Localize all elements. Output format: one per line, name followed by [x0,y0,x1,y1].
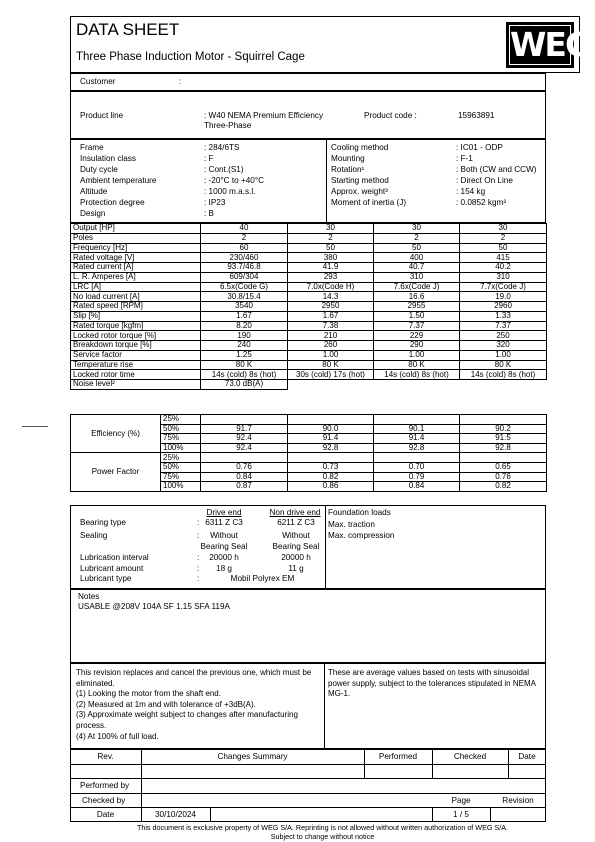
spec-label: Duty cycle [80,165,118,174]
row-label: Breakdown torque [%] [71,341,201,351]
power-factor-row [71,453,547,463]
load-value: 0.79 [374,472,460,482]
row-value: 80 K [288,360,374,370]
spec-value: : B [204,209,215,218]
max-compression-label: Max. compression [328,531,395,540]
load-value: 92.4 [201,443,288,453]
product-code-value: 15963891 [458,111,495,120]
load-value [374,415,460,425]
load-value: 90.1 [374,424,460,434]
row-value: 1.50 [374,311,460,321]
load-level: 50% [161,462,201,472]
footnote-line: (2) Measured at 1m and with tolerance of +3dB(A). [76,699,256,709]
load-value: 0.73 [288,462,374,472]
row-label: Frequency [Hz] [71,243,201,253]
spec-value: : F-1 [456,154,473,163]
row-value: 320 [460,341,547,351]
performance-row [71,350,547,360]
row-value: 290 [374,341,460,351]
row-value: 7.7x(Code J) [460,282,547,292]
spec-label: Cooling method [331,143,389,152]
spec-label: Approx. weight³ [331,187,388,196]
row-value: 80 K [374,360,460,370]
bearing-nde-value: Bearing Seal [272,542,320,551]
performance-row [71,292,547,302]
specs-divider [326,139,327,223]
rev-col-line-7 [490,807,491,822]
load-value: 92.8 [460,443,547,453]
row-value: 50 [288,243,374,253]
row-value: 50 [460,243,547,253]
spec-label: Insulation class [80,154,136,163]
row-value: 310 [374,272,460,282]
spec-label: Altitude [80,187,108,196]
performance-row [71,341,547,351]
row-value: 3540 [201,302,288,312]
row-label: No load current [A] [71,292,201,302]
changes-summary-header: Changes Summary [217,752,288,761]
row-label: L. R. Amperes [A] [71,272,201,282]
performance-row [71,282,547,292]
row-value: 1.25 [201,350,288,360]
rev-col-line-5 [210,807,211,822]
row-value: 41.9 [288,263,374,273]
row-value: 14s (cold) 8s (hot) [374,370,460,380]
performance-row [71,321,547,331]
product-line-value: : W40 NEMA Premium Efficiency [204,111,324,120]
load-value: 91.4 [374,434,460,444]
performed-header: Performed [378,752,418,761]
row-value: 1.33 [460,311,547,321]
row-value: 50 [374,243,460,253]
row-value: 1.00 [374,350,460,360]
bearing-label: Sealing [80,531,108,540]
row-label: Rated torque [kgfm] [71,321,201,331]
load-value [201,415,288,425]
load-value: 0.82 [288,472,374,482]
spec-value: : Cont.(S1) [204,165,244,174]
row-value: 2 [374,233,460,243]
row-value: 30s (cold) 17s (hot) [288,370,374,380]
max-traction-label: Max. traction [328,520,375,529]
bearing-nde-value: Without [282,531,310,540]
efficiency-label: Efficiency (%) [71,415,161,453]
spec-label: Ambient temperature [80,176,157,185]
load-value: 0.86 [288,482,374,492]
bearing-colon: : [197,574,200,583]
spec-value: : IC01 - ODP [456,143,503,152]
bearing-de-value: 6311 Z C3 [205,518,243,527]
load-value: 0.65 [460,462,547,472]
load-value [288,453,374,463]
row-label: Rated voltage [V] [71,253,201,263]
performed-by-label: Performed by [80,781,130,790]
spec-value: : Direct On Line [456,176,513,185]
footer-change-notice: Subject to change without notice [270,832,375,841]
load-value: 92.8 [374,443,460,453]
row-value: 609/304 [201,272,288,282]
load-value: 0.87 [201,482,288,492]
row-value: 14.3 [288,292,374,302]
weg-logo: WEG [506,22,574,68]
spec-value: : IP23 [204,198,226,207]
spec-label: Mounting [331,154,365,163]
product-code-label: Product code : [364,111,417,120]
load-level: 50% [161,424,201,434]
row-value: 80 K [201,360,288,370]
row-value: 30 [460,224,547,234]
row-value: 19.0 [460,292,547,302]
row-value: 14s (cold) 8s (hot) [201,370,288,380]
footnote-line: This revision replaces and cancel the previous one, which must be eliminated. [76,668,312,688]
spec-value: : 1000 m.a.s.l. [204,187,256,196]
row-value: 93.7/46.8 [201,263,288,273]
row-value: 2960 [460,302,547,312]
performance-row [71,224,547,234]
product-line-value-2: Three-Phase [204,121,252,130]
row-label: Output [HP] [71,224,201,234]
date-value: 30/10/2024 [155,810,196,819]
notes-section [70,589,546,663]
performance-row [71,233,547,243]
noise-label: Noise level² [71,380,201,390]
row-value: 7.6x(Code J) [374,282,460,292]
performance-row [71,311,547,321]
row-value: 310 [460,272,547,282]
footnote-line: (3) Approximate weight subject to changes after manufacturing process. [76,710,298,730]
load-level: 100% [161,482,201,492]
bearing-de-value: 20000 h [209,553,239,562]
rev-header: Rev. [97,752,114,761]
noise-value: 73.0 dB(A) [201,380,288,390]
margin-mark [22,426,48,427]
performance-table [70,223,547,390]
load-value: 0.84 [201,472,288,482]
spec-label: Rotation¹ [331,165,365,174]
row-value: 40 [201,224,288,234]
performance-row [71,263,547,273]
footnotes-left-text [76,668,320,742]
load-level: 100% [161,443,201,453]
row-value: 2 [288,233,374,243]
load-value: 0.70 [374,462,460,472]
load-level: 75% [161,472,201,482]
revision-label: Revision [502,796,534,805]
row-value: 30 [374,224,460,234]
load-value: 91.4 [288,434,374,444]
row-value: 40.2 [460,263,547,273]
foundation-loads-title: Foundation loads [328,508,391,517]
row-value: 30.8/15.4 [201,292,288,302]
performance-row [71,302,547,312]
page-value: 1 / 5 [453,810,469,819]
load-level: 25% [161,453,201,463]
page-label: Page [451,796,471,805]
bearing-colon: : [197,553,200,562]
row-label: Rated speed [RPM] [71,302,201,312]
bearing-de-value: Bearing Seal [200,542,248,551]
load-value [201,453,288,463]
row-label: Service factor [71,350,201,360]
customer-label: Customer [80,77,116,86]
performance-row [71,370,547,380]
performance-row [71,243,547,253]
row-value: 190 [201,331,288,341]
row-value: 240 [201,341,288,351]
row-value: 14s (cold) 8s (hot) [460,370,547,380]
power-factor-label: Power Factor [71,453,161,491]
load-value: 90.0 [288,424,374,434]
notes-title: Notes [78,592,100,601]
noise-row [71,380,547,390]
performance-row [71,253,547,263]
row-value: 250 [460,331,547,341]
load-value [374,453,460,463]
load-value [460,453,547,463]
spec-label: Starting method [331,176,389,185]
spec-value: : 154 kg [456,187,486,196]
bearing-label: Bearing type [80,518,126,527]
load-value: 0.76 [201,462,288,472]
footnote-line: (4) At 100% of full load. [76,731,159,741]
spec-label: Design [80,209,106,218]
row-value: 400 [374,253,460,263]
row-label: Locked rotor time [71,370,201,380]
spec-label: Protection degree [80,198,145,207]
row-label: Rated current [A] [71,263,201,273]
spec-value: : 0.0852 kgm² [456,198,507,207]
row-value: 7.37 [460,321,547,331]
spec-value: : Both (CW and CCW) [456,165,537,174]
row-value: 260 [288,341,374,351]
load-level: 75% [161,434,201,444]
footnote-line: (1) Looking the motor from the shaft end. [76,689,221,699]
bearing-both-value: Mobil Polyrex EM [230,574,295,583]
spec-value: : F [204,154,214,163]
row-value: 2950 [288,302,374,312]
footnotes-right-text: These are average values based on tests with sinusoidal power supply, subject to the tolerances stipulated in NEMA MG-1. [328,668,536,699]
load-value [460,415,547,425]
bearing-de-value: Without [210,531,238,540]
performance-row [71,272,547,282]
load-value: 92.4 [201,434,288,444]
row-value: 230/460 [201,253,288,263]
spec-label: Moment of inertia (J) [331,198,407,207]
spec-label: Frame [80,143,104,152]
row-value: 1.00 [460,350,547,360]
row-value: 60 [201,243,288,253]
row-label: Poles [71,233,201,243]
row-value: 1.67 [201,311,288,321]
efficiency-power-factor-table [70,414,547,492]
customer-section [70,73,546,91]
load-value: 91.5 [460,434,547,444]
bearing-label: Lubricant type [80,574,132,583]
row-value: 6.5x(Code G) [201,282,288,292]
drive-end-header: Drive end [206,508,242,517]
row-label: Slip [%] [71,311,201,321]
spec-value: : 284/6TS [204,143,240,152]
row-value: 30 [288,224,374,234]
row-value: 8.20 [201,321,288,331]
load-value: 91.7 [201,424,288,434]
performance-row [71,360,547,370]
row-value: 229 [374,331,460,341]
non-drive-end-header: Non drive end [269,508,321,517]
footer-property-notice: This document is exclusive property of WEG S/A. Reprinting is not allowed without written authorization of WEG S/A. [136,823,509,832]
row-value: 16.6 [374,292,460,302]
bearing-colon: : [197,518,200,527]
spec-value: : -20°C to +40°C [204,176,265,185]
checked-by-label: Checked by [82,796,126,805]
product-line-label: Product line [80,111,124,120]
load-level: 25% [161,415,201,425]
row-value: 1.00 [288,350,374,360]
row-value: 2 [201,233,288,243]
bearing-nde-value: 6211 Z C3 [277,518,315,527]
row-label: Temperature rise [71,360,201,370]
date-label: Date [96,810,115,819]
row-value: 210 [288,331,374,341]
row-value: 293 [288,272,374,282]
row-value: 2 [460,233,547,243]
load-value: 0.82 [460,482,547,492]
row-value: 2955 [374,302,460,312]
date-header: Date [518,752,536,761]
bearing-colon: : [197,564,200,573]
performance-row [71,331,547,341]
load-value [288,415,374,425]
row-value: 7.37 [374,321,460,331]
row-value: 7.38 [288,321,374,331]
document-title: DATA SHEET [76,20,180,39]
noise-empty [288,380,547,390]
bearing-colon: : [197,531,200,540]
row-value: 415 [460,253,547,263]
load-value: 92.8 [288,443,374,453]
load-value: 0.84 [374,482,460,492]
footnotes-divider [324,663,325,749]
load-value: 90.2 [460,424,547,434]
efficiency-row [71,415,547,425]
bearing-nde-value: 20000 h [281,553,311,562]
bearing-de-value: 18 g [216,564,232,573]
bearing-nde-value: 11 g [288,564,304,573]
bearing-label: Lubrication interval [80,553,149,562]
load-value: 0.76 [460,472,547,482]
notes-text: USABLE @208V 104A SF 1.15 SFA 119A [78,602,230,611]
row-label: Locked rotor torque [%] [71,331,201,341]
row-value: 380 [288,253,374,263]
row-value: 40.7 [374,263,460,273]
row-label: LRC [A] [71,282,201,292]
row-value: 7.0x(Code H) [288,282,374,292]
bearing-label: Lubricant amount [80,564,144,573]
row-value: 1.67 [288,311,374,321]
document-subtitle: Three Phase Induction Motor - Squirrel Cage [76,51,305,63]
row-value: 80 K [460,360,547,370]
customer-colon: : [179,77,182,86]
checked-header: Checked [453,752,487,761]
